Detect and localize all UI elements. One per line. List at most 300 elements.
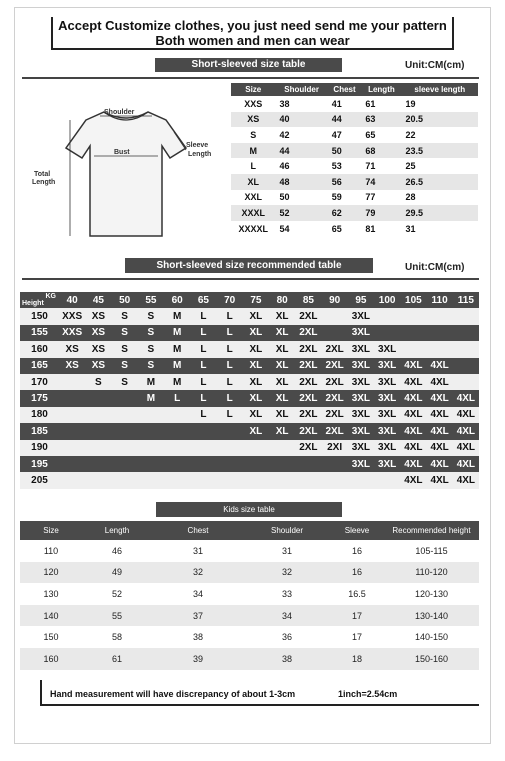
recommend-size-cell: L	[190, 325, 216, 341]
recommend-size-cell	[217, 423, 243, 439]
banner-line-2: Both women and men can wear	[155, 33, 350, 48]
recommend-size-cell	[400, 341, 426, 357]
size-table-cell: 71	[365, 161, 376, 172]
size-table-cell: 63	[361, 112, 401, 128]
recommend-size-cell: 4XL	[453, 440, 479, 456]
size-table-row	[231, 190, 478, 206]
recommend-row	[20, 472, 479, 488]
recommend-size-cell: S	[85, 374, 111, 390]
recommend-size-cell: 4XL	[427, 358, 453, 374]
size-table-cell: 65	[331, 223, 342, 234]
corner-kg: KG	[45, 293, 56, 301]
recommend-size-cell: 2XL	[295, 308, 321, 324]
recommend-size-cell	[322, 456, 348, 472]
recommend-size-cell: 2XL	[295, 440, 321, 456]
weight-header-cell: 40	[59, 292, 85, 308]
recommend-size-cell	[164, 440, 190, 456]
recommend-size-cell: XS	[85, 325, 111, 341]
size-table-cell: XS	[231, 112, 276, 128]
recommend-row	[20, 390, 479, 406]
recommend-size-cell	[374, 472, 400, 488]
recommend-size-cell: 2XL	[295, 390, 321, 406]
recommend-size-cell: L	[190, 308, 216, 324]
banner-line-1: Accept Customize clothes, you just need send me your pattern	[58, 18, 447, 33]
recommend-size-cell: XL	[269, 308, 295, 324]
size-table-cell: 22	[405, 129, 416, 140]
recommend-size-cell	[138, 456, 164, 472]
height-cell: 150	[20, 308, 59, 324]
kids-table-cell: 110-120	[384, 562, 479, 584]
kids-table-cell: 105-115	[384, 540, 479, 562]
recommend-size-cell	[427, 325, 453, 341]
recommend-size-cell	[322, 308, 348, 324]
kids-table-cell: 110	[20, 540, 82, 562]
weight-header-cell: 95	[348, 292, 374, 308]
kids-table-row	[20, 540, 479, 562]
kids-table-cell: 58	[82, 626, 152, 648]
recommend-size-cell: L	[190, 374, 216, 390]
sleeve-label: Sleeve	[186, 142, 209, 149]
recommend-size-cell: 4XL	[400, 407, 426, 423]
recommend-size-cell: M	[138, 390, 164, 406]
height-cell: 175	[20, 390, 59, 406]
recommend-size-cell	[217, 440, 243, 456]
tshirt-icon	[26, 98, 226, 248]
kids-table-cell: 55	[82, 605, 152, 627]
size-table-cell: 61	[365, 98, 376, 109]
recommend-size-cell: M	[164, 341, 190, 357]
recommend-size-cell: 4XL	[400, 423, 426, 439]
recommend-size-cell	[269, 456, 295, 472]
recommend-size-cell: XL	[269, 407, 295, 423]
recommend-size-cell: 3XL	[374, 390, 400, 406]
recommend-size-cell: S	[112, 374, 138, 390]
recommend-row	[20, 308, 479, 324]
header-size: Size	[231, 83, 276, 96]
recommend-size-cell: 4XL	[427, 374, 453, 390]
recommend-size-cell: 2XL	[322, 423, 348, 439]
recommend-size-cell	[190, 456, 216, 472]
size-table-cell: 41	[331, 98, 342, 109]
recommend-size-cell: 4XL	[427, 456, 453, 472]
size-table-cell: XL	[231, 174, 276, 190]
kids-header-shoulder: Shoulder	[244, 521, 330, 540]
recommend-size-cell: 2XL	[322, 374, 348, 390]
size-table-cell: 46	[279, 161, 290, 172]
header-length: Length	[361, 83, 401, 96]
recommend-size-cell: 4XL	[453, 407, 479, 423]
recommend-size-cell: S	[112, 308, 138, 324]
size-table-cell: 44	[276, 143, 328, 159]
kids-table-row	[20, 648, 479, 670]
recommend-size-cell: S	[112, 341, 138, 357]
size-table-cell: 52	[276, 205, 328, 221]
bust-label: Bust	[114, 149, 130, 156]
size-table	[231, 83, 478, 236]
recommend-size-cell	[59, 456, 85, 472]
header-chest: Chest	[328, 83, 362, 96]
recommend-size-cell	[164, 456, 190, 472]
height-cell: 190	[20, 440, 59, 456]
section-title-size-table: Short-sleeved size table	[155, 58, 342, 72]
recommend-size-cell	[85, 390, 111, 406]
header-banner	[51, 17, 454, 50]
recommend-size-cell: 4XL	[400, 390, 426, 406]
size-table-cell: 31	[405, 223, 416, 234]
size-table-cell: 28	[405, 192, 416, 203]
kids-table-cell: 32	[152, 562, 244, 584]
recommend-size-cell	[453, 341, 479, 357]
kids-header-chest: Chest	[152, 521, 244, 540]
recommend-size-cell: L	[190, 407, 216, 423]
recommend-size-cell	[85, 407, 111, 423]
kids-table-cell: 17	[330, 605, 384, 627]
recommend-size-cell: 2XL	[295, 341, 321, 357]
recommend-size-cell: M	[164, 358, 190, 374]
recommend-size-cell: 3XL	[348, 374, 374, 390]
recommend-size-cell	[112, 456, 138, 472]
size-table-cell: 62	[328, 205, 362, 221]
kids-table-cell: 130-140	[384, 605, 479, 627]
recommend-size-cell	[453, 308, 479, 324]
recommend-size-cell: XL	[243, 358, 269, 374]
recommend-size-cell: 2XL	[322, 358, 348, 374]
header-sleeve-length: sleeve length	[402, 83, 478, 96]
recommend-size-cell: XS	[59, 358, 85, 374]
height-cell: 205	[20, 472, 59, 488]
recommend-size-cell: XL	[269, 374, 295, 390]
recommend-size-cell	[59, 423, 85, 439]
recommend-table	[20, 292, 479, 489]
recommend-size-cell	[243, 440, 269, 456]
recommend-size-cell: XS	[59, 341, 85, 357]
recommend-size-cell: XXS	[59, 325, 85, 341]
recommend-size-cell: L	[190, 390, 216, 406]
size-table-cell: S	[250, 129, 257, 140]
size-table-row	[231, 127, 478, 143]
recommend-row	[20, 358, 479, 374]
inch-conversion: 1inch=2.54cm	[338, 689, 398, 699]
recommend-size-cell	[59, 374, 85, 390]
size-table-row	[231, 143, 478, 159]
weight-header-cell: 75	[243, 292, 269, 308]
kids-table-cell: 46	[82, 540, 152, 562]
recommend-size-cell: 3XL	[348, 358, 374, 374]
recommend-size-cell: L	[217, 374, 243, 390]
corner-height: Height	[22, 300, 44, 308]
size-table-cell: L	[250, 161, 256, 172]
size-table-cell: 42	[279, 129, 290, 140]
recommend-size-cell	[269, 440, 295, 456]
recommend-size-cell: 3XL	[348, 341, 374, 357]
size-table-header	[231, 83, 478, 96]
weight-header-cell: 90	[322, 292, 348, 308]
recommend-size-cell: 4XL	[453, 423, 479, 439]
recommend-row	[20, 407, 479, 423]
size-table-cell: 44	[328, 112, 362, 128]
size-table-cell: 38	[279, 98, 290, 109]
recommend-size-cell: 4XL	[427, 390, 453, 406]
height-cell: 195	[20, 456, 59, 472]
size-table-cell: 50	[279, 192, 290, 203]
recommend-size-cell	[59, 472, 85, 488]
size-table-cell: 25	[405, 161, 416, 172]
size-table-cell: 81	[365, 223, 376, 234]
kids-header-size: Size	[20, 521, 82, 540]
recommend-size-cell	[269, 472, 295, 488]
weight-header-cell: 45	[85, 292, 111, 308]
recommend-size-cell	[85, 456, 111, 472]
recommend-row	[20, 341, 479, 357]
size-table-cell: 53	[331, 161, 342, 172]
recommend-size-cell	[217, 472, 243, 488]
size-table-cell: 20.5	[402, 112, 478, 128]
divider-2	[22, 278, 479, 280]
recommend-size-cell: L	[217, 358, 243, 374]
recommend-size-cell: L	[190, 341, 216, 357]
recommend-size-cell	[112, 390, 138, 406]
kids-table-header	[20, 521, 479, 540]
recommend-size-cell: L	[164, 390, 190, 406]
recommend-size-cell: 4XL	[453, 390, 479, 406]
size-table-cell: XXS	[244, 98, 263, 109]
kids-table-row	[20, 583, 479, 605]
recommend-size-cell: M	[164, 325, 190, 341]
kids-table-cell: 130	[20, 583, 82, 605]
recommend-size-cell: XL	[269, 358, 295, 374]
recommend-size-cell: XL	[269, 390, 295, 406]
kids-table-cell: 38	[244, 648, 330, 670]
kids-header-recommended-height: Recommended height	[384, 521, 479, 540]
recommend-table-header	[20, 292, 479, 308]
total-length-label: Length	[32, 179, 56, 186]
weight-header-cell: 55	[138, 292, 164, 308]
recommend-size-cell: L	[217, 390, 243, 406]
measurement-note: Hand measurement will have discrepancy of about 1-3cm	[50, 689, 296, 699]
recommend-size-cell	[164, 472, 190, 488]
size-table-row	[231, 174, 478, 190]
kids-table-cell: 34	[152, 583, 244, 605]
recommend-size-cell	[427, 308, 453, 324]
recommend-size-cell: XL	[243, 423, 269, 439]
recommend-size-cell: XL	[243, 341, 269, 357]
kids-table-cell: 52	[82, 583, 152, 605]
kids-table	[20, 521, 479, 670]
recommend-size-cell: 4XL	[400, 440, 426, 456]
recommend-size-cell	[295, 472, 321, 488]
weight-header-cell: 70	[217, 292, 243, 308]
kids-table-cell: 120-130	[384, 583, 479, 605]
recommend-size-cell: 3XL	[348, 308, 374, 324]
recommend-size-cell: XS	[85, 341, 111, 357]
recommend-size-cell	[85, 472, 111, 488]
size-table-cell: XXXL	[231, 205, 276, 221]
size-table-row	[231, 112, 478, 128]
kids-table-cell: 31	[244, 540, 330, 562]
unit-label: Unit:CM(cm)	[405, 60, 465, 71]
shoulder-label: Shoulder	[104, 109, 135, 116]
recommend-row	[20, 325, 479, 341]
kids-table-cell: 16	[330, 562, 384, 584]
size-table-cell: 29.5	[402, 205, 478, 221]
kids-table-cell: 34	[244, 605, 330, 627]
height-cell: 180	[20, 407, 59, 423]
kids-table-cell: 49	[82, 562, 152, 584]
kids-table-cell: 16	[330, 540, 384, 562]
weight-header-cell: 60	[164, 292, 190, 308]
recommend-size-cell: 3XL	[348, 440, 374, 456]
total-label: Total	[34, 171, 51, 178]
kids-header-sleeve: Sleeve	[330, 521, 384, 540]
recommend-size-cell: 3XL	[348, 456, 374, 472]
recommend-size-cell	[59, 407, 85, 423]
kids-table-cell: 39	[152, 648, 244, 670]
unit-label-2: Unit:CM(cm)	[405, 262, 465, 273]
recommend-size-cell	[59, 440, 85, 456]
recommend-size-cell: S	[138, 308, 164, 324]
recommend-size-cell: 2XL	[322, 390, 348, 406]
recommend-size-cell: 3XL	[374, 358, 400, 374]
recommend-size-cell: 3XL	[374, 456, 400, 472]
size-table-cell: 23.5	[402, 143, 478, 159]
size-table-cell: 56	[328, 174, 362, 190]
height-cell: 185	[20, 423, 59, 439]
recommend-size-cell: 3XL	[374, 423, 400, 439]
size-table-cell: M	[231, 143, 276, 159]
height-cell: 165	[20, 358, 59, 374]
weight-header-cell: 105	[400, 292, 426, 308]
weight-header-cell: 50	[112, 292, 138, 308]
size-table-cell: 65	[365, 129, 376, 140]
size-table-cell: 47	[331, 129, 342, 140]
tshirt-diagram	[26, 98, 226, 248]
kids-table-cell: 18	[330, 648, 384, 670]
recommend-size-cell: 2XL	[295, 407, 321, 423]
recommend-size-cell	[348, 472, 374, 488]
weight-header-cell: 85	[295, 292, 321, 308]
size-table-cell: XXL	[244, 192, 262, 203]
header-shoulder: Shoulder	[276, 83, 328, 96]
kids-table-cell: 33	[244, 583, 330, 605]
recommend-size-cell	[85, 440, 111, 456]
recommend-size-cell	[138, 407, 164, 423]
recommend-size-cell: 2XL	[295, 325, 321, 341]
height-cell: 155	[20, 325, 59, 341]
kids-table-cell: 140-150	[384, 626, 479, 648]
recommend-row	[20, 423, 479, 439]
recommend-size-cell	[322, 472, 348, 488]
recommend-size-cell: XL	[243, 325, 269, 341]
divider	[22, 77, 479, 79]
size-table-cell: 59	[331, 192, 342, 203]
recommend-size-cell: XL	[243, 390, 269, 406]
recommend-size-cell: XL	[243, 374, 269, 390]
recommend-size-cell: XS	[85, 358, 111, 374]
height-cell: 160	[20, 341, 59, 357]
recommend-row	[20, 456, 479, 472]
recommend-size-cell: 4XL	[427, 407, 453, 423]
recommend-size-cell: L	[217, 325, 243, 341]
recommend-size-cell	[322, 325, 348, 341]
recommend-size-cell	[85, 423, 111, 439]
kids-table-cell: 16.5	[330, 583, 384, 605]
recommend-size-cell: L	[217, 341, 243, 357]
recommend-size-cell: XS	[85, 308, 111, 324]
recommend-size-cell	[190, 440, 216, 456]
recommend-size-cell: 4XL	[453, 472, 479, 488]
kids-table-row	[20, 626, 479, 648]
weight-header-cell: 110	[427, 292, 453, 308]
size-table-cell: 50	[328, 143, 362, 159]
recommend-size-cell	[190, 423, 216, 439]
kids-table-cell: 17	[330, 626, 384, 648]
kids-table-cell: 31	[152, 540, 244, 562]
recommend-size-cell	[164, 407, 190, 423]
recommend-size-cell: 3XL	[374, 341, 400, 357]
recommend-size-cell: 4XL	[453, 456, 479, 472]
recommend-size-cell	[400, 325, 426, 341]
section-title-kids: Kids size table	[156, 502, 342, 517]
recommend-size-cell	[112, 407, 138, 423]
recommend-size-cell	[112, 472, 138, 488]
kids-table-row	[20, 605, 479, 627]
recommend-size-cell: 3XL	[374, 374, 400, 390]
recommend-size-cell	[453, 325, 479, 341]
recommend-size-cell: 3XL	[348, 325, 374, 341]
recommend-size-cell: M	[138, 374, 164, 390]
recommend-size-cell: 4XL	[427, 423, 453, 439]
size-table-cell: 77	[365, 192, 376, 203]
recommend-size-cell	[400, 308, 426, 324]
recommend-size-cell	[453, 358, 479, 374]
size-table-cell: 54	[279, 223, 290, 234]
height-cell: 170	[20, 374, 59, 390]
recommend-size-cell: 3XL	[374, 407, 400, 423]
weight-header-cell: 80	[269, 292, 295, 308]
recommend-size-cell	[217, 456, 243, 472]
kids-table-cell: 150	[20, 626, 82, 648]
recommend-size-cell: XL	[269, 341, 295, 357]
kids-table-cell: 32	[244, 562, 330, 584]
recommend-size-cell: 3XL	[374, 440, 400, 456]
recommend-size-cell: S	[138, 358, 164, 374]
size-table-cell: 19	[405, 98, 416, 109]
size-table-row	[231, 205, 478, 221]
size-table-row	[231, 158, 478, 174]
recommend-size-cell: XL	[269, 325, 295, 341]
recommend-size-cell: S	[112, 358, 138, 374]
size-table-cell: XXXXL	[238, 223, 268, 234]
recommend-size-cell: 4XL	[400, 358, 426, 374]
recommend-size-cell: 4XL	[427, 472, 453, 488]
recommend-size-cell: 4XL	[427, 440, 453, 456]
size-table-cell: 68	[361, 143, 401, 159]
recommend-size-cell: L	[190, 358, 216, 374]
recommend-size-cell: S	[112, 325, 138, 341]
recommend-row	[20, 440, 479, 456]
recommend-size-cell: XL	[269, 423, 295, 439]
recommend-size-cell: XL	[243, 308, 269, 324]
weight-header-cell: 65	[190, 292, 216, 308]
kids-table-cell: 120	[20, 562, 82, 584]
kids-header-length: Length	[82, 521, 152, 540]
recommend-size-cell	[374, 308, 400, 324]
recommend-size-cell	[138, 472, 164, 488]
kids-table-cell: 150-160	[384, 648, 479, 670]
recommend-size-cell	[243, 472, 269, 488]
recommend-size-cell	[112, 440, 138, 456]
recommend-size-cell: L	[217, 407, 243, 423]
